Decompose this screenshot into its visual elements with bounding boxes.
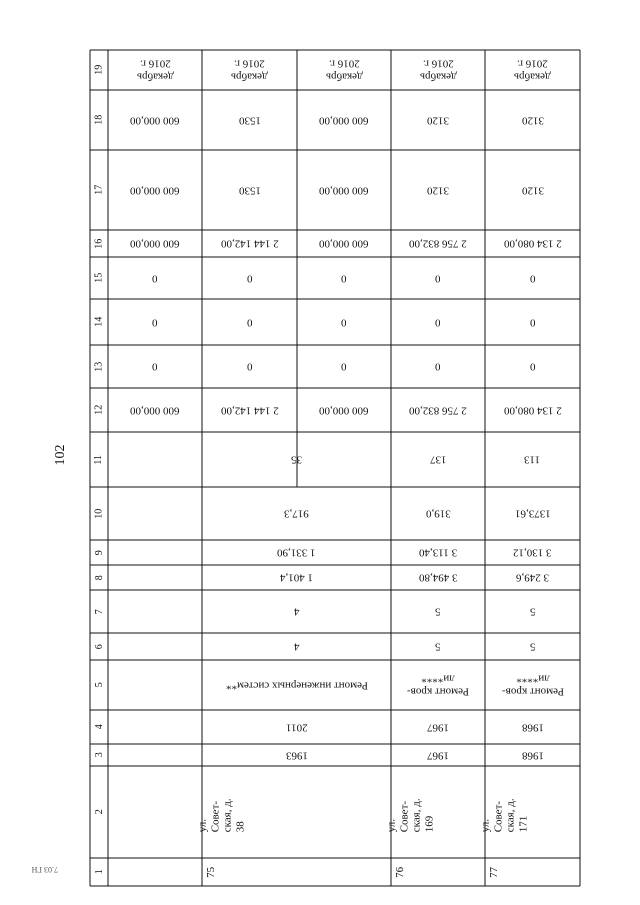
row77-address: ул. Совет- ская, д. 171 [479, 798, 530, 832]
row75-c16-a: 600 000,00 [130, 237, 180, 250]
capital-repair-table [90, 50, 580, 886]
col-num-8: 8 [93, 575, 105, 580]
page-number: 102 [53, 444, 68, 466]
margin-note: 7.03 ГН [31, 865, 58, 874]
row75-c11: 35 [291, 453, 302, 466]
col-num-9: 9 [93, 550, 105, 555]
row75-c13-c: 0 [341, 360, 347, 373]
col-num-1: 1 [93, 869, 105, 875]
row75-c13-b: 0 [246, 360, 253, 373]
row75-c17-c: 600 000,00 [319, 184, 369, 197]
row76-year-4: 1967 [427, 721, 449, 734]
row77-c14: 0 [529, 316, 536, 329]
row77-c16: 2 134 080,00 [503, 237, 562, 250]
row75-c12-b: 2 144 142,00 [220, 404, 279, 417]
row75-c14-a: 0 [152, 316, 158, 329]
col-num-19: 19 [93, 65, 105, 75]
row77-c8: 3 249,6 [516, 571, 549, 584]
row77-number: 77 [488, 866, 501, 878]
row76-c12: 2 756 832,00 [409, 404, 467, 417]
row77-c11: 113 [524, 453, 541, 466]
col-num-13: 13 [93, 361, 105, 372]
row76-c11: 137 [429, 453, 447, 466]
row75-year-4: 2011 [285, 721, 308, 734]
row76-c10: 319,0 [425, 507, 451, 520]
row75-c7: 4 [293, 605, 300, 618]
row75-c18-b: 1530 [238, 114, 261, 127]
col-num-11: 11 [93, 454, 105, 465]
row77-c13: 0 [529, 360, 536, 373]
row75-c15-b: 0 [246, 272, 253, 285]
col-num-14: 14 [93, 317, 105, 327]
row76-c17: 3120 [427, 184, 449, 197]
row75-deadline-c: декабрь 2016 г. [325, 58, 363, 83]
row76-c13: 0 [435, 360, 441, 373]
row76-c7: 5 [435, 605, 441, 618]
row75-c8: 1 401,4 [280, 571, 313, 584]
row77-c7: 5 [529, 605, 536, 618]
row77-c6: 5 [529, 640, 536, 653]
row75-year-built: 1963 [285, 749, 308, 762]
row75-c16-c: 600 000,00 [319, 237, 369, 250]
col-num-3: 3 [93, 752, 105, 758]
row75-c14-b: 0 [246, 316, 253, 329]
col-num-6: 6 [93, 644, 105, 649]
row75-c13-a: 0 [152, 360, 158, 373]
row76-c6: 5 [435, 640, 441, 653]
row76-c14: 0 [435, 316, 441, 329]
row75-deadline-a: декабрь 2016 г. [136, 58, 174, 83]
col-num-7: 7 [93, 609, 105, 614]
row77-c18: 3120 [521, 114, 544, 127]
row76-c18: 3120 [427, 114, 449, 127]
row77-c9: 3 130,12 [513, 546, 552, 559]
col-num-17: 17 [93, 185, 105, 195]
col-num-10: 10 [93, 508, 105, 519]
row77-c17: 3120 [521, 184, 544, 197]
row76-c9: 3 113,40 [418, 546, 458, 559]
row76-number: 76 [394, 866, 407, 878]
row75-c9: 1 331,90 [277, 546, 316, 559]
row77-year-built: 1968 [521, 749, 544, 762]
row76-work-type: Ремонт кров- ли**** [407, 673, 469, 698]
col-num-16: 16 [93, 238, 105, 249]
row75-c18-a: 600 000,00 [130, 114, 180, 127]
row75-address: ул. Совет- ская, д. 38 [196, 798, 247, 832]
row76-c8: 3 494,80 [418, 571, 458, 584]
row75-number: 75 [205, 866, 218, 878]
row75-work-type: Ремонт инженерных систем** [225, 679, 368, 692]
row77-c15: 0 [529, 272, 536, 285]
col-num-5: 5 [93, 682, 105, 688]
row76-c15: 0 [435, 272, 441, 285]
row75-c6: 4 [293, 640, 300, 653]
row76-address: ул. Совет- ская, д. 169 [385, 798, 436, 832]
row75-c14-c: 0 [341, 316, 347, 329]
row76-deadline: декабрь 2016 г. [419, 58, 457, 83]
col-num-12: 12 [93, 405, 105, 415]
col-num-18: 18 [93, 115, 105, 125]
row75-c15-c: 0 [341, 272, 347, 285]
row77-c12: 2 134 080,00 [503, 404, 562, 417]
row75-c18-c: 600 000,00 [319, 114, 369, 127]
row75-c10: 917,3 [284, 507, 309, 520]
col-num-15: 15 [93, 273, 105, 283]
row76-c16: 2 756 832,00 [409, 237, 467, 250]
col-num-2: 2 [93, 809, 105, 815]
row77-year-4: 1968 [521, 721, 544, 734]
col-num-4: 4 [93, 724, 105, 730]
row77-work-type: Ремонт кров- ли**** [501, 673, 564, 698]
row75-c12-c: 600 000,00 [319, 404, 369, 417]
row75-c17-a: 600 000,00 [130, 184, 180, 197]
row75-deadline-b: декабрь 2016 г. [231, 58, 268, 83]
row77-c10: 1373,61 [514, 507, 551, 520]
row75-c12-a: 600 000,00 [130, 404, 180, 417]
row77-deadline: декабрь 2016 г. [514, 58, 551, 83]
row76-year-built: 1967 [427, 749, 449, 762]
row75-c16-b: 2 144 142,00 [220, 237, 279, 250]
row75-c15-a: 0 [152, 272, 158, 285]
row75-c17-b: 1530 [238, 184, 261, 197]
